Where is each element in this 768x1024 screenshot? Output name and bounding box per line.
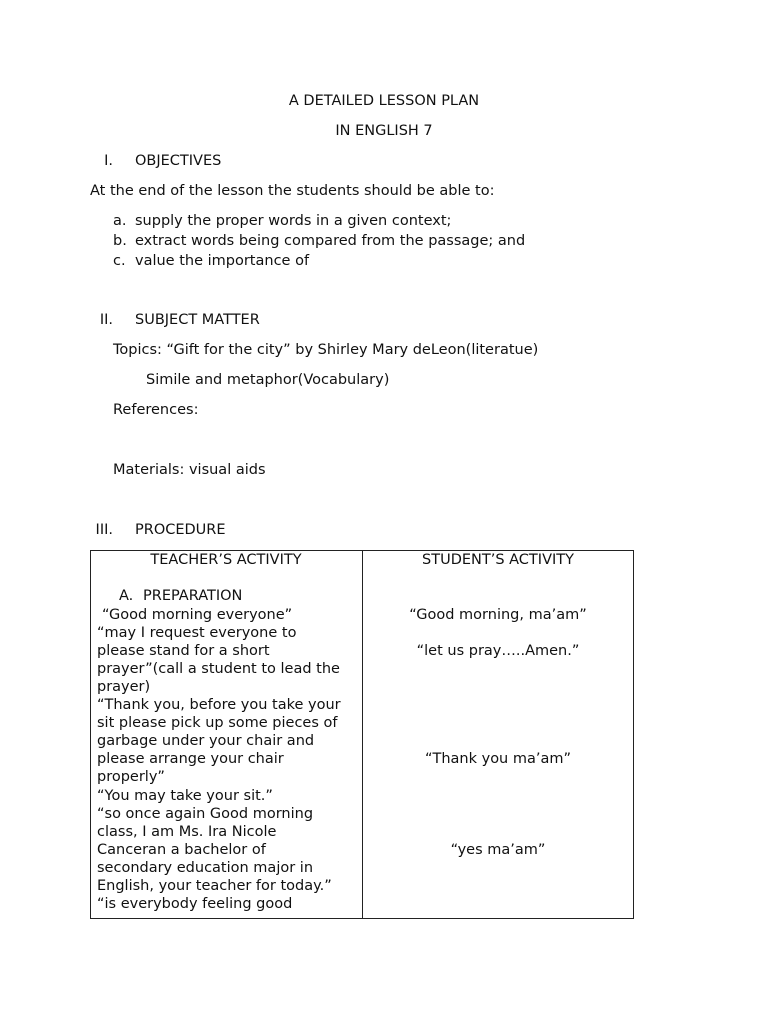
- section-heading-subject-matter: SUBJECT MATTER: [135, 312, 260, 328]
- teacher-line: “Good morning everyone”: [102, 607, 293, 623]
- student-line: “yes ma’am”: [450, 842, 546, 858]
- section-number-procedure: III.: [95, 522, 113, 538]
- teacher-line: “is everybody feeling good: [97, 896, 293, 912]
- procedure-table: [90, 550, 634, 919]
- teacher-line: prayer”(call a student to lead the: [97, 661, 340, 677]
- materials-line: Materials: visual aids: [113, 462, 266, 478]
- teacher-line: sit please pick up some pieces of: [97, 715, 338, 731]
- list-marker: a.: [113, 213, 127, 229]
- topics-line: Topics: “Gift for the city” by Shirley Mary deLeon(literatue): [113, 342, 539, 358]
- section-heading-procedure: PROCEDURE: [135, 522, 226, 538]
- list-marker: b.: [113, 233, 127, 249]
- teacher-line: please stand for a short: [97, 643, 270, 659]
- teacher-line: garbage under your chair and: [97, 733, 315, 749]
- teacher-line: please arrange your chair: [97, 751, 284, 767]
- student-activity-column: [363, 551, 634, 919]
- references-label: References:: [113, 402, 199, 418]
- teacher-line: “so once again Good morning: [97, 806, 314, 822]
- student-line: “Thank you ma’am”: [424, 751, 572, 767]
- section-number-subject-matter: II.: [99, 312, 113, 328]
- student-line: “Good morning, ma’am”: [409, 607, 587, 623]
- document-title: A DETAILED LESSON PLAN: [288, 93, 480, 109]
- objective-text: extract words being compared from the passage; and: [135, 233, 526, 249]
- teacher-line: Canceran a bachelor of: [97, 842, 266, 858]
- teacher-line: properly”: [97, 769, 165, 785]
- preparation-heading: PREPARATION: [143, 588, 243, 604]
- objective-text: value the importance of: [135, 253, 310, 269]
- teacher-line: class, I am Ms. Ira Nicole: [97, 824, 277, 840]
- teacher-line: secondary education major in: [97, 860, 314, 876]
- teacher-line: “You may take your sit.”: [97, 788, 273, 804]
- student-line: “let us pray…..Amen.”: [416, 643, 580, 659]
- teacher-line: prayer): [97, 679, 151, 695]
- topics-line-2: Simile and metaphor(Vocabulary): [146, 372, 390, 388]
- section-heading-objectives: OBJECTIVES: [135, 153, 222, 169]
- list-marker: c.: [113, 253, 126, 269]
- teacher-activity-header: TEACHER’S ACTIVITY: [150, 552, 302, 568]
- teacher-line: “Thank you, before you take your: [97, 697, 341, 713]
- teacher-line: English, your teacher for today.”: [97, 878, 332, 894]
- document-subtitle: IN ENGLISH 7: [335, 123, 433, 139]
- teacher-activity-column: [91, 551, 363, 919]
- preparation-marker: A.: [119, 588, 134, 604]
- teacher-line: “may I request everyone to: [97, 625, 297, 641]
- objective-text: supply the proper words in a given context;: [135, 213, 452, 229]
- section-number-objectives: I.: [104, 153, 113, 169]
- student-activity-header: STUDENT’S ACTIVITY: [422, 552, 574, 568]
- objectives-intro: At the end of the lesson the students should be able to:: [90, 183, 495, 199]
